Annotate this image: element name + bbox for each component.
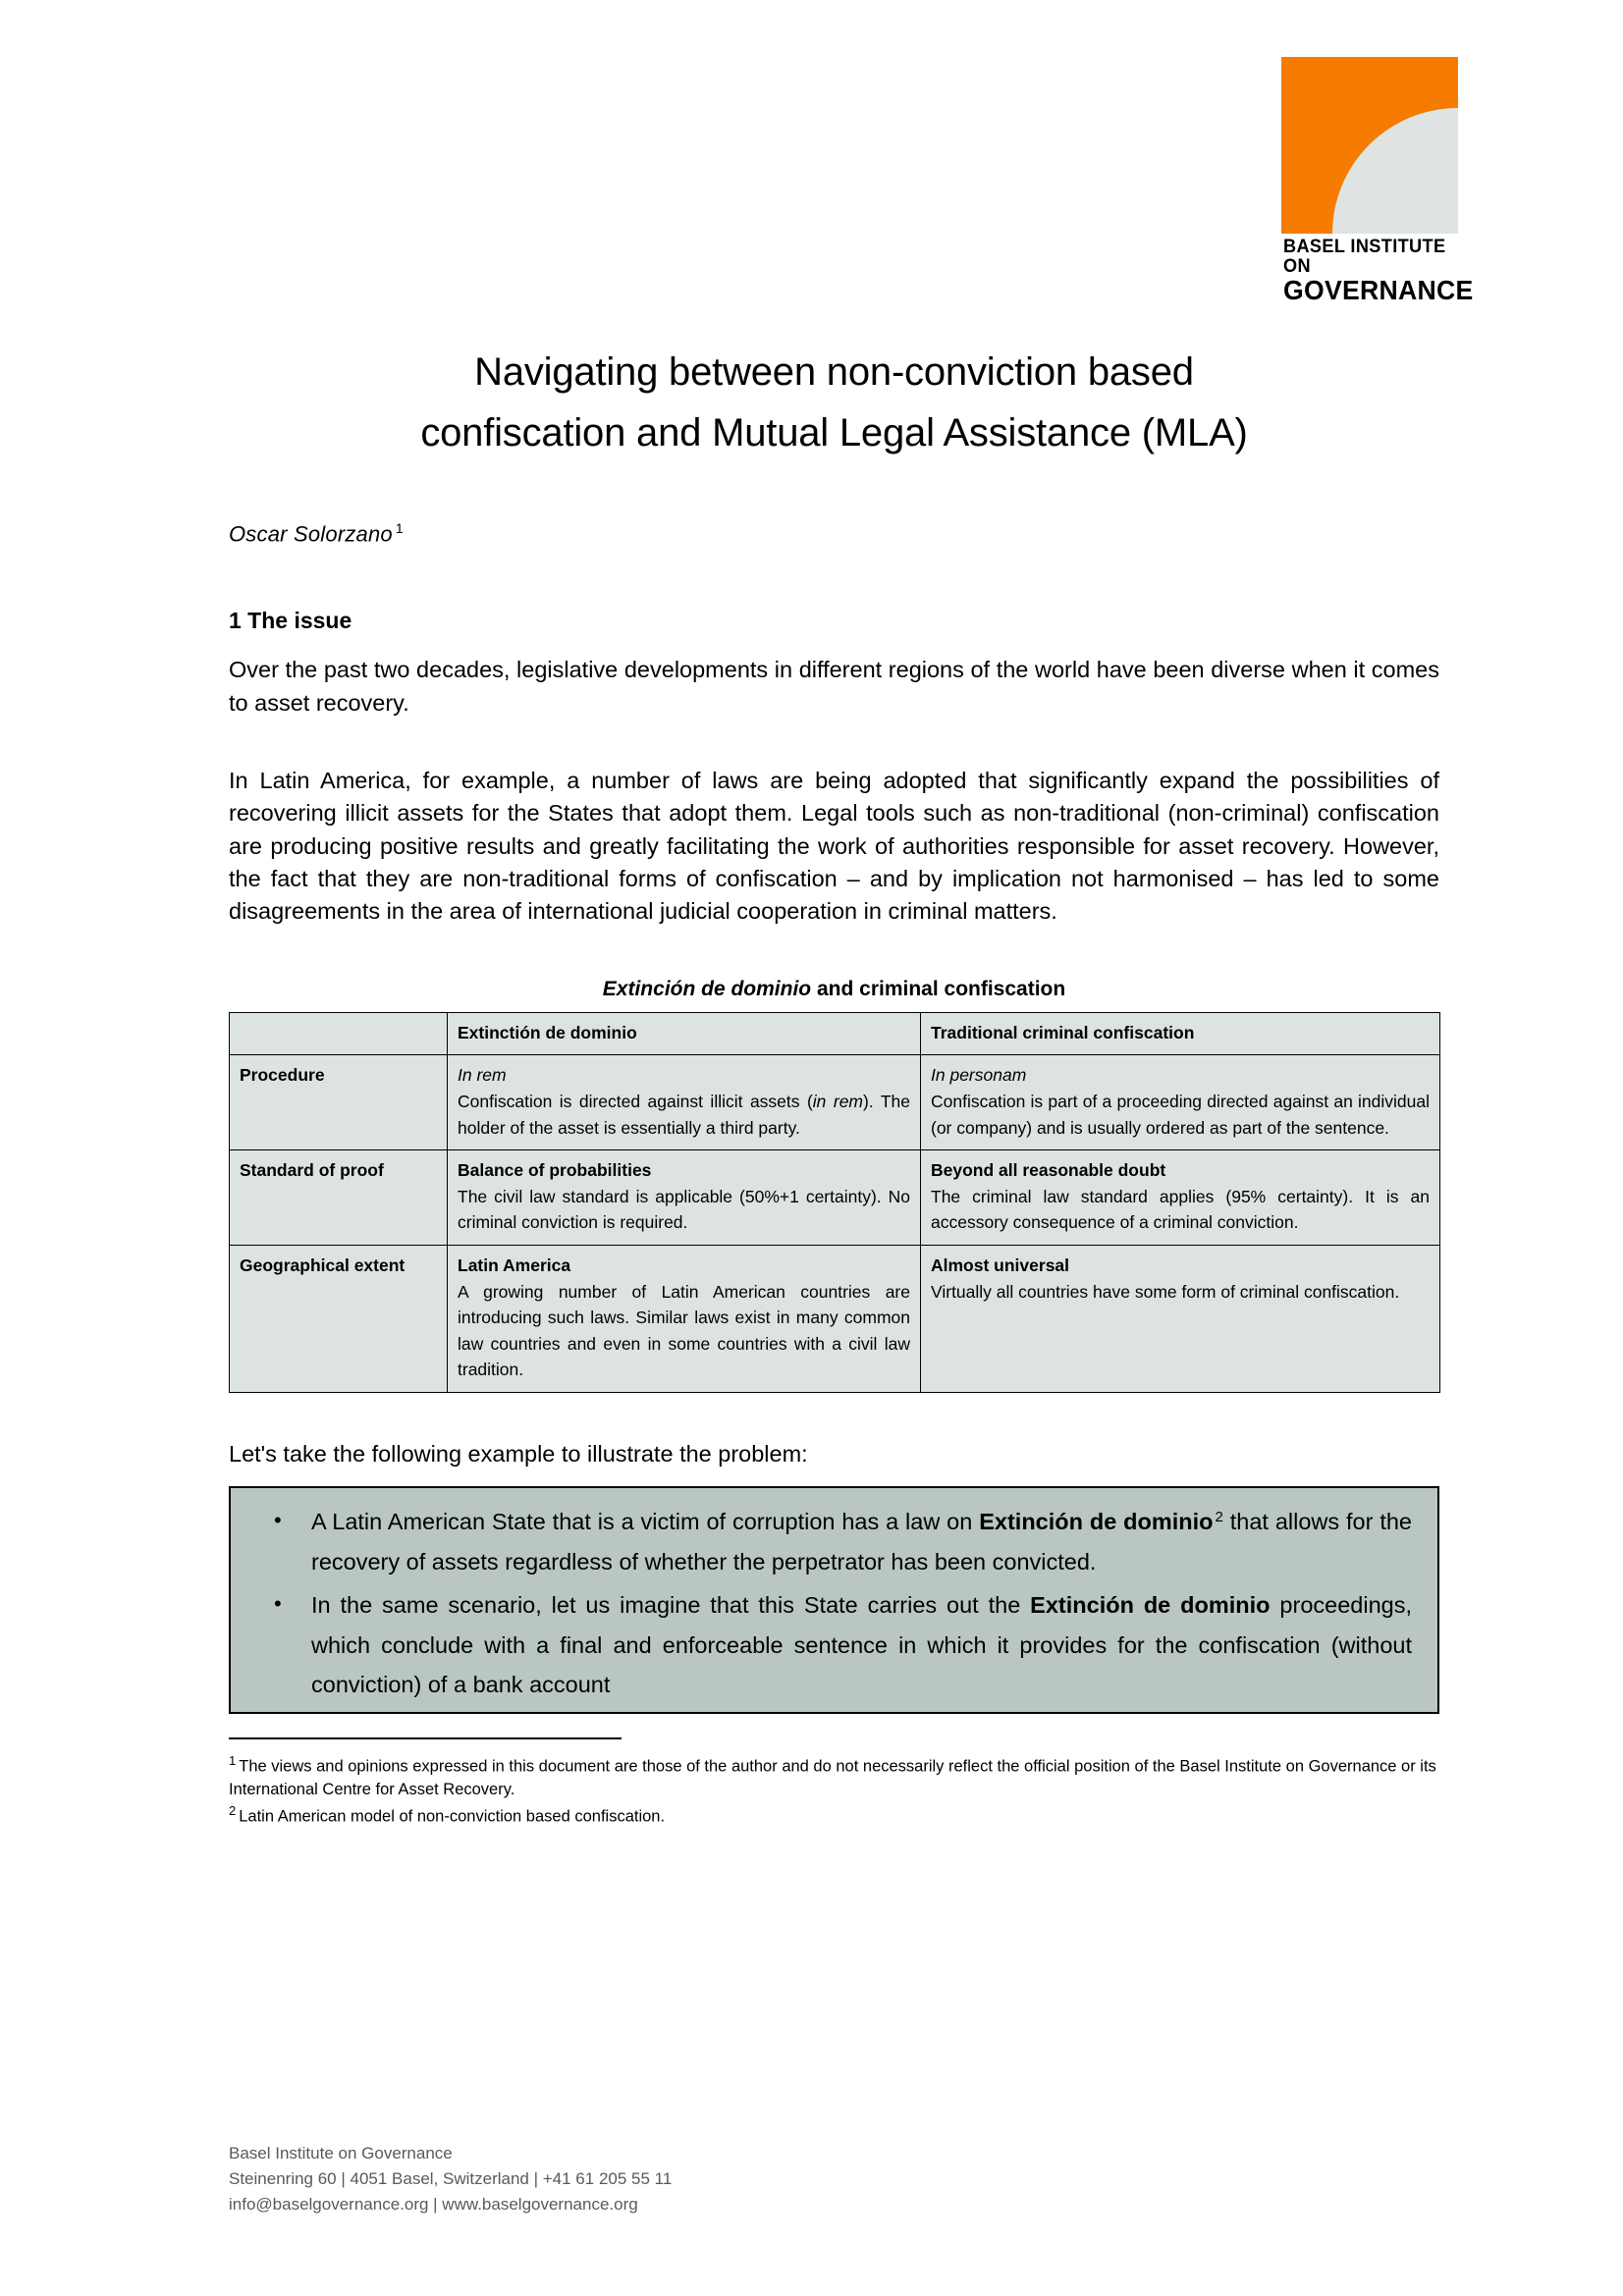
- list-item: [274, 1502, 1412, 1585]
- footer-org-name: Basel Institute on Governance: [229, 2144, 453, 2163]
- bullet-text-bold: Extinción de dominio: [979, 1509, 1214, 1535]
- bullet-text-post: proceedings, which conclude with a final and enforceable sentence in which it provides for the confiscation (without conviction) of a bank account: [311, 1592, 1412, 1697]
- footer-contact: info@baselgovernance.org | www.baselgovernance.org: [229, 2194, 638, 2214]
- footer-address: Steinenring 60 | 4051 Basel, Switzerland | +41 61 205 55 11: [229, 2168, 673, 2188]
- row-label-standard-of-proof: Standard of proof: [230, 1150, 448, 1246]
- section-heading-the-issue: 1 The issue: [229, 608, 352, 634]
- cell-body: Confiscation is part of a proceeding directed against an individual (or company) and is usually ordered as part of the sentence.: [931, 1092, 1430, 1138]
- row-label-procedure: Procedure: [230, 1055, 448, 1150]
- logo-line-1: BASEL INSTITUTE ON: [1283, 236, 1446, 277]
- cell-body: The civil law standard is applicable (50%+1 certainty). No criminal conviction is required.: [458, 1186, 910, 1233]
- table-row: [230, 1150, 1440, 1246]
- page-title-line-2: confiscation and Mutual Legal Assistance (MLA): [420, 411, 1248, 454]
- footnote-2: [229, 1802, 1439, 1829]
- row-label-geographical-extent: Geographical extent: [230, 1246, 448, 1393]
- cell-body: Virtually all countries have some form of criminal confiscation.: [931, 1281, 1400, 1302]
- author-name: Oscar Solorzano: [229, 521, 393, 547]
- bullet-text-bold: Extinción de dominio: [1030, 1592, 1271, 1619]
- example-leadin: Let's take the following example to illustrate the problem:: [229, 1440, 808, 1467]
- footnote-2-marker: 2: [229, 1802, 237, 1818]
- document-content: [229, 0, 1439, 1829]
- cell-heading: Balance of probabilities: [458, 1160, 652, 1181]
- bullet-dot-icon: •: [274, 1591, 282, 1617]
- footnote-1-marker: 1: [229, 1753, 237, 1769]
- table-caption-rest: and criminal confiscation: [811, 977, 1066, 1000]
- table-header-blank: [230, 1012, 448, 1055]
- bullet-text-pre: In the same scenario, let us imagine that this State carries out the: [311, 1592, 1031, 1619]
- cell-standard-traditional: [921, 1150, 1440, 1246]
- cell-heading: In rem: [458, 1065, 507, 1086]
- example-bullet-list: [256, 1502, 1412, 1708]
- cell-procedure-extincion: [448, 1055, 921, 1150]
- list-item: [274, 1585, 1412, 1708]
- cell-standard-extincion: [448, 1150, 921, 1246]
- cell-body-post: ). The holder of the asset is essentially a third party.: [458, 1092, 910, 1138]
- bullet-footnote-marker: 2: [1215, 1508, 1223, 1525]
- footnote-1-text: The views and opinions expressed in this document are those of the author and do not necessarily reflect the official position of the Basel Institute on Governance or its International Centre for Asset Recovery.: [229, 1757, 1436, 1799]
- footnote-2-text: Latin American model of non-conviction based confiscation.: [239, 1807, 666, 1826]
- cell-heading: Almost universal: [931, 1255, 1070, 1275]
- cell-geographical-traditional: [921, 1246, 1440, 1393]
- cell-geographical-extincion: [448, 1246, 921, 1393]
- cell-body: The criminal law standard applies (95% certainty). It is an accessory consequence of a criminal conviction.: [931, 1186, 1430, 1233]
- paragraph-2: In Latin America, for example, a number of laws are being adopted that significantly expand the possibilities of recovering illicit assets for the States that adopt them. Legal tools such as non-traditional (non-criminal) confiscation are producing positive results and greatly facilitating the work of authorities responsible for asset recovery. However, the fact that they are non-traditional forms of confiscation – and by implication not harmonised – has led to some disagreements in the area of international judicial cooperation in criminal matters.: [229, 768, 1439, 925]
- logo-line-2: GOVERNANCE: [1283, 274, 1474, 305]
- footnote-1: [229, 1752, 1439, 1801]
- example-callout-box: [229, 1486, 1439, 1714]
- paragraph-1: Over the past two decades, legislative developments in different regions of the world have been diverse when it comes to asset recovery.: [229, 657, 1439, 716]
- cell-heading: Latin America: [458, 1255, 571, 1275]
- page-title: [229, 0, 1439, 463]
- author-footnote-marker: 1: [395, 520, 404, 536]
- bullet-text-post: that allows for the recovery of assets regardless of whether the perpetrator has been convicted.: [311, 1509, 1412, 1575]
- cell-heading: In personam: [931, 1065, 1027, 1086]
- bullet-text-pre: A Latin American State that is a victim of corruption has a law on: [311, 1509, 980, 1535]
- table-row: [230, 1246, 1440, 1393]
- cell-body-emphasis: in rem: [812, 1092, 864, 1112]
- bullet-dot-icon: •: [274, 1508, 282, 1533]
- comparison-table: [229, 1012, 1440, 1393]
- cell-body-pre: Confiscation is directed against illicit assets (: [458, 1092, 813, 1112]
- table-header-extincion: Extinctión de dominio: [448, 1012, 921, 1055]
- table-caption: [229, 929, 1439, 1012]
- table-caption-italic: Extinción de dominio: [602, 977, 812, 1000]
- table-header-row: [230, 1012, 1440, 1055]
- footnotes-block: [229, 1739, 1439, 1828]
- table-header-traditional: Traditional criminal confiscation: [921, 1012, 1440, 1055]
- author-byline: [229, 463, 1439, 547]
- cell-body: [458, 1089, 910, 1141]
- page-title-line-1: Navigating between non-conviction based: [474, 350, 1194, 394]
- page-footer: [229, 2141, 672, 2216]
- table-row: [230, 1055, 1440, 1150]
- cell-body: A growing number of Latin American countries are introducing such laws. Similar laws exist in many common law countries and even in some countries with a civil law tradition.: [458, 1281, 910, 1380]
- cell-heading: Beyond all reasonable doubt: [931, 1160, 1166, 1181]
- cell-procedure-traditional: [921, 1055, 1440, 1150]
